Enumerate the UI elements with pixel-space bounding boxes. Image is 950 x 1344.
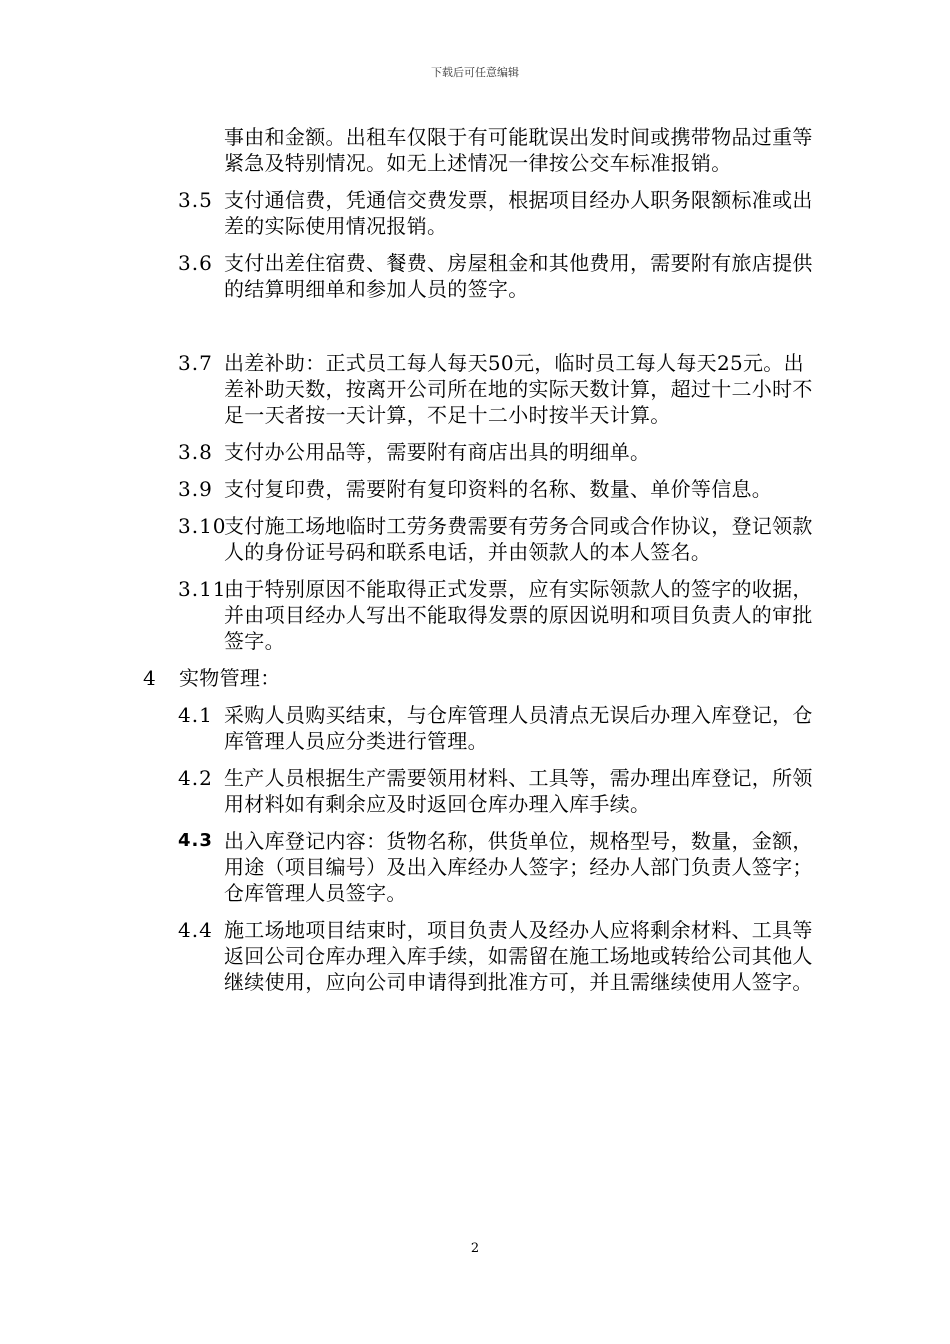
clause-text: 出入库登记内容：货物名称，供货单位，规格型号，数量，金额，用途（项目编号）及出入库经办人签字；经办人部门负责人签字；仓库管理人员签字。	[224, 829, 813, 905]
clause-number: 4.4	[178, 918, 213, 942]
clause-text: 支付通信费，凭通信交费发票，根据项目经办人职务限额标准或出差的实际使用情况报销。	[224, 188, 813, 238]
clause-number: 3.11	[178, 577, 227, 601]
document-body	[0, 124, 950, 1006]
clause-text: 由于特别原因不能取得正式发票，应有实际领款人的签字的收据，并由项目经办人写出不能取得发票的原因说明和项目负责人的审批签字。	[224, 577, 813, 653]
clause-4-1	[0, 702, 950, 754]
clause-3-8	[0, 439, 950, 465]
clause-text: 支付办公用品等，需要附有商店出具的明细单。	[224, 440, 651, 464]
clause-text: 支付出差住宿费、餐费、房屋租金和其他费用，需要附有旅店提供的结算明细单和参加人员的签字。	[224, 251, 813, 301]
clause-3-11	[0, 576, 950, 654]
clause-4-4	[0, 917, 950, 995]
page-number: 2	[470, 1241, 480, 1256]
section-title: 实物管理：	[179, 666, 281, 690]
paragraph-continued	[0, 124, 950, 176]
clause-text: 生产人员根据生产需要领用材料、工具等，需办理出库登记，所领用材料如有剩余应及时返回仓库办理入库手续。	[224, 766, 813, 816]
clause-number: 3.6	[178, 251, 213, 275]
clause-number: 3.10	[178, 514, 227, 538]
clause-text: 出差补助：正式员工每人每天50元，临时员工每人每天25元。出差补助天数，按离开公司所在地的实际天数计算，超过十二小时不足一天者按一天计算，不足十二小时按半天计算。	[224, 351, 813, 427]
clause-3-5	[0, 187, 950, 239]
clause-text: 采购人员购买结束，与仓库管理人员清点无误后办理入库登记，仓库管理人员应分类进行管理。	[224, 703, 813, 753]
clause-3-6	[0, 250, 950, 302]
clause-number: 4.2	[178, 766, 213, 790]
page-header: 下载后可任意编辑	[431, 66, 519, 79]
clause-3-7	[0, 350, 950, 428]
clause-number: 3.8	[178, 440, 213, 464]
clause-4-2	[0, 765, 950, 817]
clause-3-9	[0, 476, 950, 502]
clause-text: 支付施工场地临时工劳务费需要有劳务合同或合作协议，登记领款人的身份证号码和联系电话，并由领款人的本人签名。	[224, 514, 813, 564]
clause-3-10	[0, 513, 950, 565]
section-4-heading	[0, 665, 950, 691]
clause-number: 4.3	[178, 830, 213, 851]
section-number: 4	[143, 666, 157, 690]
clause-4-3	[0, 828, 950, 906]
clause-number: 3.7	[178, 351, 213, 375]
clause-text: 施工场地项目结束时，项目负责人及经办人应将剩余材料、工具等返回公司仓库办理入库手续，如需留在施工场地或转给公司其他人继续使用，应向公司申请得到批准方可，并且需继续使用人签字。	[224, 918, 813, 994]
spacer	[0, 313, 950, 350]
clause-text: 支付复印费，需要附有复印资料的名称、数量、单价等信息。	[224, 477, 773, 501]
clause-number: 4.1	[178, 703, 213, 727]
paragraph-text: 事由和金额。出租车仅限于有可能耽误出发时间或携带物品过重等紧急及特别情况。如无上述情况一律按公交车标准报销。	[224, 125, 813, 175]
clause-number: 3.5	[178, 188, 213, 212]
clause-number: 3.9	[178, 477, 213, 501]
